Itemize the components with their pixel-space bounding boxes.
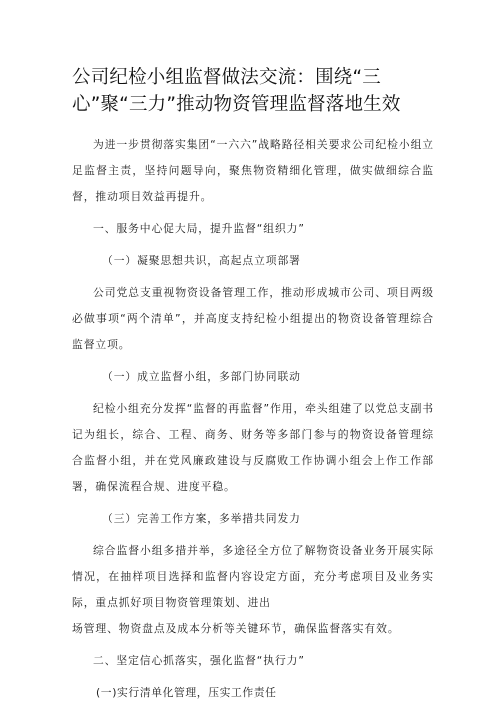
- section-heading-2: 二、坚定信心抓落实，强化监督“执行力”: [93, 654, 305, 667]
- section-heading-1: 一、服务中心促大局，提升监督“组织力”: [93, 222, 305, 235]
- subsection-heading-1-2: （一）成立监督小组，多部门协同联动: [102, 370, 301, 383]
- subsection-heading-1-1: （一）凝聚思想共识，高起点立项部署: [102, 254, 301, 267]
- document-title: 公司纪检小组监督做法交流：围绕“三心”聚“三力”推动物资管理监督落地生效: [72, 67, 401, 115]
- paragraph-1-3: 综合监督小组多措并举，多途径全方位了解物资设备业务开展实际情况，在抽样项目选择和监督内容设定方面，充分考虑项目及业务实际，重点抓好项目物资管理策划、进出: [72, 544, 434, 609]
- paragraph-1-2: 纪检小组充分发挥“监督的再监督”作用，牵头组建了以党总支副书记为组长，综合、工程、商务、财务等多部门参与的物资设备管理综合监督小组，并在党风廉政建设与反腐败工作协调小组会上作工作部署，确保流程合规、进度平稳。: [72, 402, 434, 493]
- subsection-heading-1-3: （三）完善工作方案，多举措共同发力: [102, 512, 301, 525]
- paragraph-1-1: 公司党总支重视物资设备管理工作，推动形成城市公司、项目两级必做事项“两个清单”，并高度支持纪检小组提出的物资设备管理综合监督立项。: [72, 286, 434, 351]
- subsection-heading-2-1: (一)实行清单化管理，压实工作责任: [96, 686, 277, 699]
- paragraph-1-3-continued: 场管理、物资盘点及成本分析等关键环节，确保监督落实有效。: [72, 622, 400, 635]
- intro-paragraph: 为进一步贯彻落实集团“一六六”战略路径相关要求公司纪检小组立足监督主责，坚持问题导向，聚焦物资精细化管理，做实做细综合监督，推动项目效益再提升。: [72, 138, 434, 203]
